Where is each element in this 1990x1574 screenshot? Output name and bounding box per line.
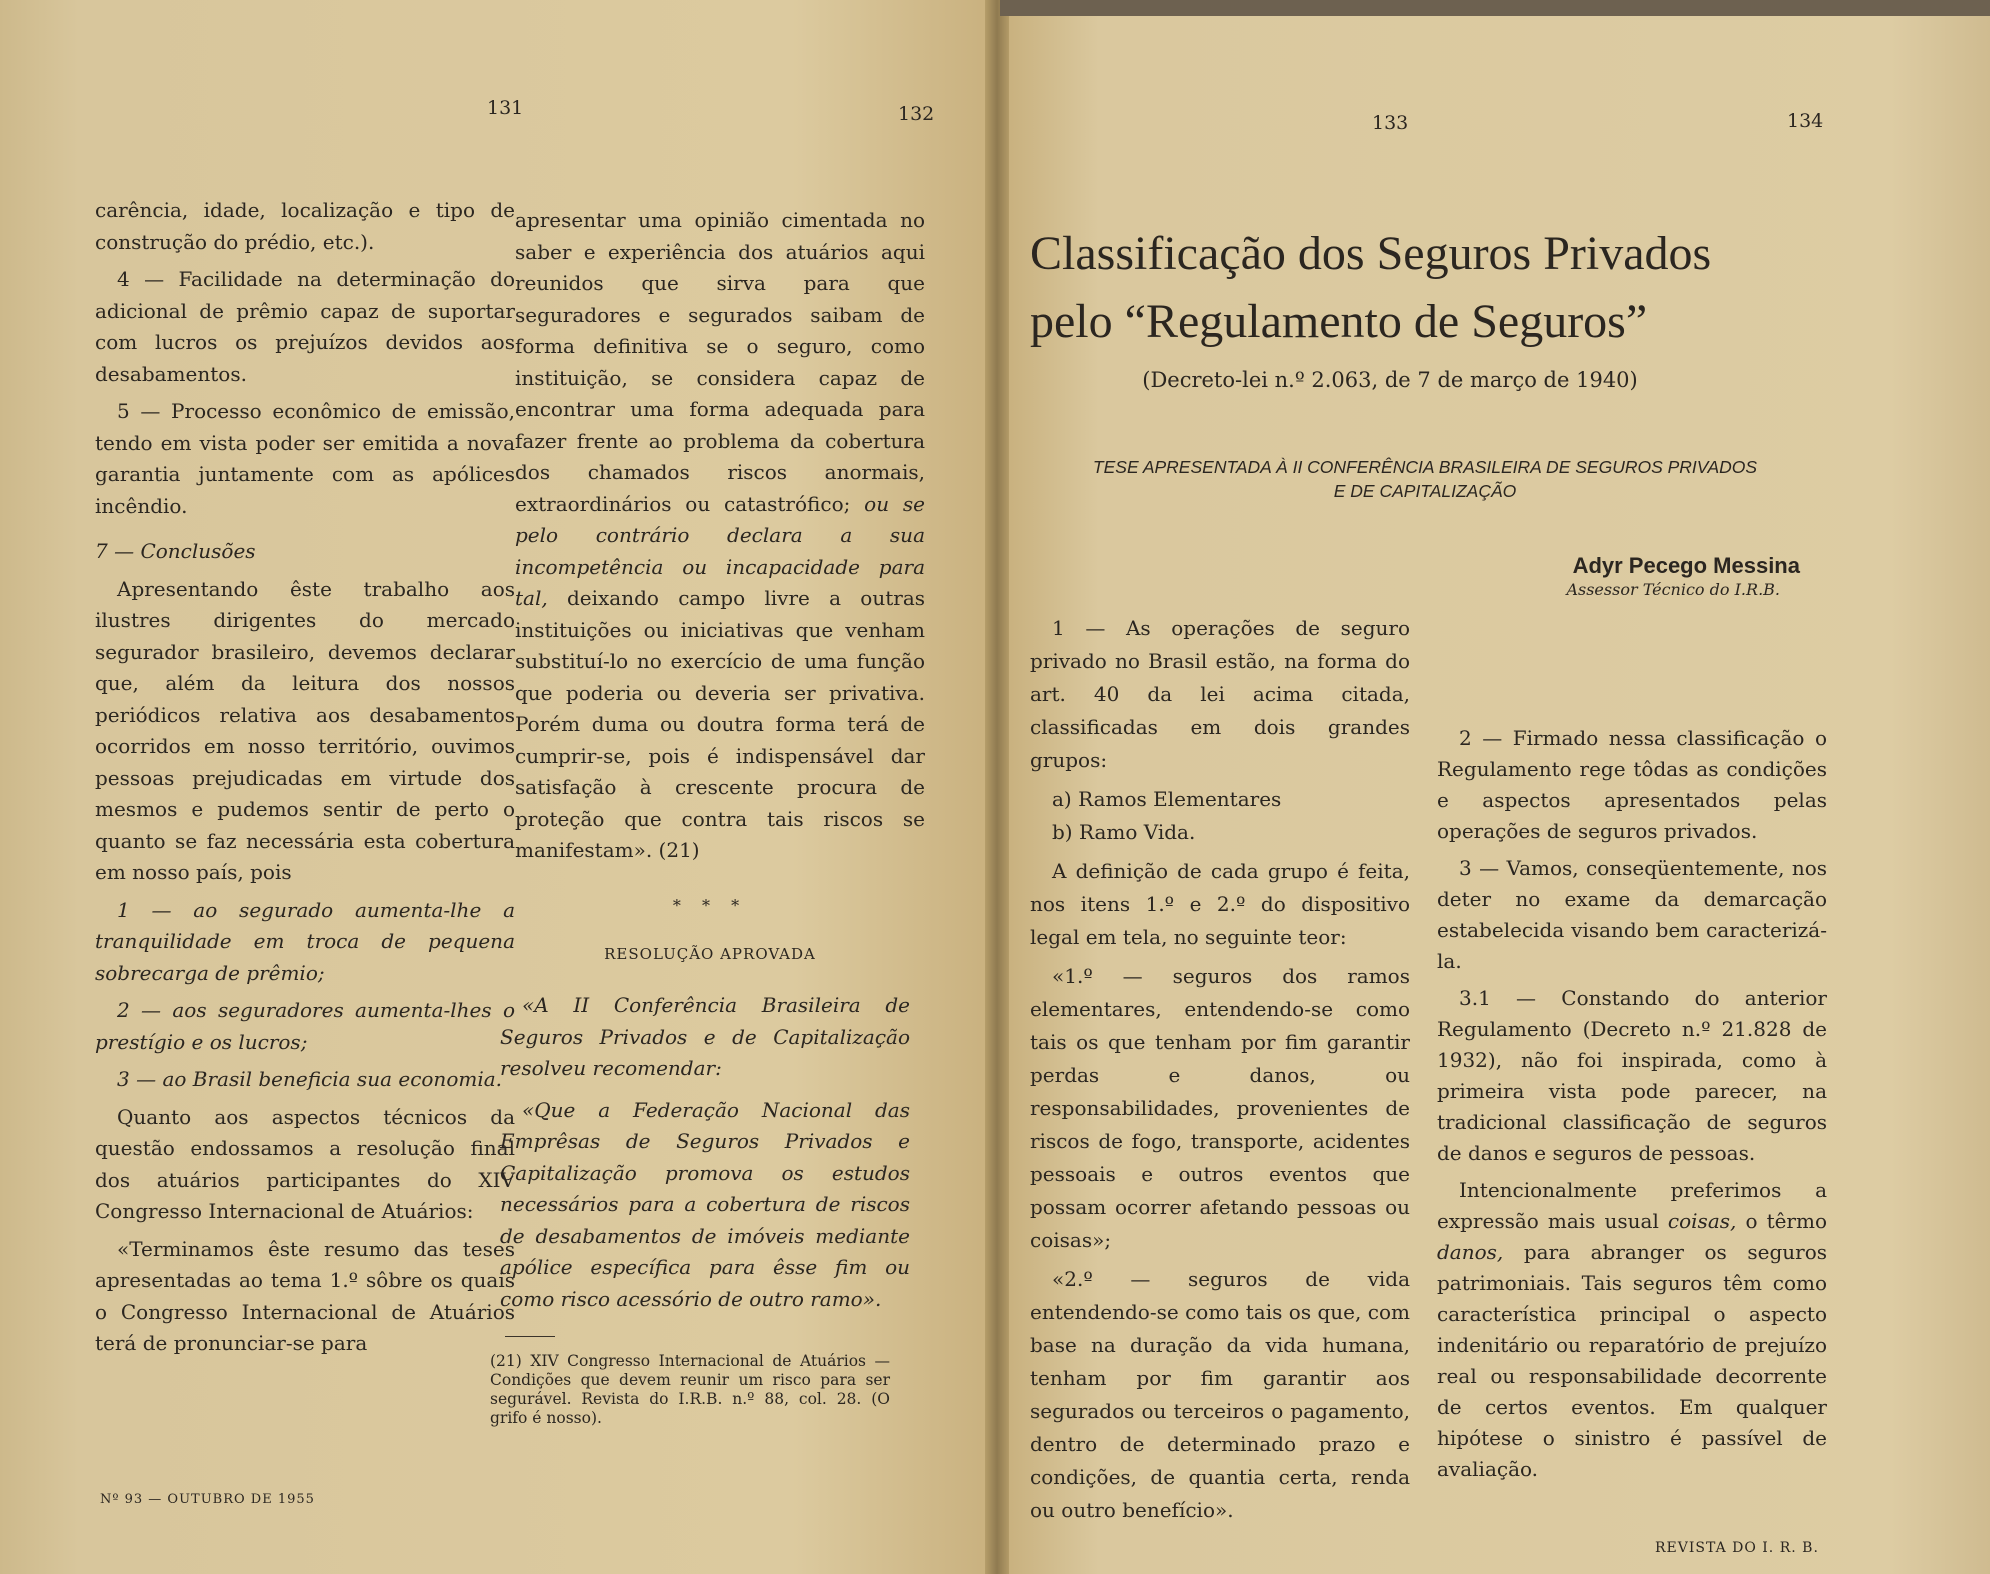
page-number-131: 131 — [487, 97, 524, 119]
column-2 — [515, 205, 925, 873]
col2-paragraph: «Que a Federação Nacional das Emprêsas de Seguros Privados e Capitalização promova os estudos necessários para a cobertura de riscos de desabamentos de imóveis mediante apólice específica para êsse fim ou como risco acessório de outro ramo». — [500, 1097, 910, 1311]
author-name: Adyr Pecego Messina — [1572, 553, 1800, 578]
column-1 — [95, 195, 515, 1366]
page-number-134: 134 — [1787, 110, 1824, 132]
col3-paragraph: A definição de cada grupo é feita, nos itens 1.º e 2.º do dispositivo legal em tela, no seguinte teor: — [1030, 859, 1410, 949]
section-heading-conclusions: 7 — Conclusões — [95, 539, 256, 563]
col4-text: o têrmo — [1745, 1209, 1828, 1233]
col3-list-item: b) Ramo Vida. — [1052, 820, 1196, 844]
resolution-heading: RESOLUÇÃO APROVADA — [604, 945, 816, 963]
col2-italic-text: ou se pelo contrário declara a sua incompetência ou incapacidade para tal, — [515, 491, 925, 610]
top-edge-band — [1000, 0, 1990, 16]
col1-list-item: 2 — aos seguradores aumenta-lhes o prestígio e os lucros; — [95, 998, 515, 1054]
book-gutter — [985, 0, 1009, 1574]
thesis-line: TESE APRESENTADA À II CONFERÊNCIA BRASILEIRA DE SEGUROS PRIVADOS — [1092, 457, 1758, 477]
footnote-rule — [505, 1336, 555, 1337]
col1-paragraph: «Terminamos êste resumo das teses apresentadas ao tema 1.º sôbre os quais o Congresso Internacional de Atuários terá de pronunciar-se para — [95, 1236, 515, 1355]
col1-paragraph: 4 — Facilidade na determinação do adicional de prêmio capaz de suportar com lucros os prejuízos devidos aos desabamentos. — [95, 267, 515, 386]
col4-italic-text: danos, — [1437, 1240, 1504, 1264]
resolution-text — [500, 990, 910, 1321]
col2-paragraph: «A II Conferência Brasileira de Seguros Privados e de Capitalização resolveu recomendar: — [500, 993, 910, 1080]
decree-subtitle: (Decreto-lei n.º 2.063, de 7 de março de 1940) — [1142, 368, 1638, 392]
col2-paragraph — [515, 205, 925, 867]
col2-text: deixando campo livre a outras instituições ou iniciativas que venham substituí-lo no exercício de uma função que poderia ou deveria ser privativa. Porém duma ou doutra forma terá de cumprir-se, pois é indispensável dar satisfação à crescente procura de proteção que contra tais riscos se manifestam». (21) — [515, 586, 926, 862]
col4-paragraph: 3.1 — Constando do anterior Regulamento (Decreto n.º 21.828 de 1932), não foi inspirada, como à primeira vista pode parecer, na tradicional classificação de seguros de danos e seguros de pessoas. — [1437, 986, 1827, 1165]
col1-list-item: 3 — ao Brasil beneficia sua economia. — [117, 1067, 502, 1091]
issue-footer: Nº 93 — OUTUBRO DE 1955 — [100, 1492, 315, 1507]
col3-paragraph: 1 — As operações de seguro privado no Brasil estão, na forma do art. 40 da lei acima citada, classificadas em dois grandes grupos: — [1030, 616, 1410, 772]
col1-paragraph: Quanto aos aspectos técnicos da questão endossamos a resolução final dos atuários participantes do XIV Congresso Internacional de Atuários: — [95, 1104, 515, 1223]
page-number-132: 132 — [898, 103, 935, 125]
article-title-line: Classificação dos Seguros Privados — [1030, 227, 1712, 280]
col2-text: apresentar uma opinião cimentada no saber e experiência dos atuários aqui reunidos que sirva para que seguradores e segurados saibam de forma definitiva se o seguro, como instituição, se considera capaz de encontrar uma forma adequada para fazer frente ao problema da cobertura dos chamados riscos anormais, extraordinários ou catastrófico; — [515, 208, 925, 516]
col1-paragraph: carência, idade, localização e tipo de construção do prédio, etc.). — [95, 198, 515, 254]
col1-paragraph: Apresentando êste trabalho aos ilustres dirigentes do mercado segurador brasileiro, devemos declarar que, além da leitura dos nossos periódicos relativa aos desabamentos ocorridos em nosso território, ouvimos pessoas prejudicadas em virtude dos mesmos e pudemos sentir de perto o quanto se faz necessária esta cobertura em nosso país, pois — [95, 576, 515, 884]
col4-italic-text: coisas, — [1667, 1209, 1737, 1233]
col3-paragraph: «2.º — seguros de vida entendendo-se como tais os que, com base na duração da vida humana, tenham por fim garantir aos segurados ou terceiros o pagamento, dentro de determinado prazo e condições, de quantia certa, renda ou outro benefício». — [1030, 1267, 1410, 1522]
thesis-line: E DE CAPITALIZAÇÃO — [1333, 481, 1517, 501]
col4-paragraph: 3 — Vamos, conseqüentemente, nos deter no exame da demarcação estabelecida visando bem caracterizá-la. — [1437, 856, 1827, 973]
article-title-line: pelo “Regulamento de Seguros” — [1030, 295, 1648, 348]
column-3 — [1030, 612, 1410, 1533]
col1-paragraph: 5 — Processo econômico de emissão, tendo em vista poder ser emitida a nova garantia juntamente com as apólices incêndio. — [95, 399, 515, 518]
author-role: Assessor Técnico do I.R.B. — [1566, 580, 1780, 599]
journal-footer: REVISTA DO I. R. B. — [1655, 1540, 1819, 1556]
footnote-21: (21) XIV Congresso Internacional de Atuários — Condições que devem reunir um risco para ser segurável. Revista do I.R.B. n.º 88, col. 28. (O grifo é nosso). — [490, 1352, 890, 1427]
section-separator-stars: * * * — [672, 896, 748, 915]
col4-text: para abranger os seguros patrimoniais. Tais seguros têm como característica principal o aspecto indenitário ou reparatório de prejuízo real ou responsabilidade decorrente de certos eventos. Em qualquer hipótese o sinistro é passível de avaliação. — [1437, 1240, 1828, 1481]
column-4 — [1437, 723, 1827, 1491]
thesis-subtitle — [1030, 455, 1820, 503]
col3-list-item: a) Ramos Elementares — [1052, 787, 1282, 811]
page-number-133: 133 — [1372, 112, 1409, 134]
col4-paragraph: 2 — Firmado nessa classificação o Regulamento rege tôdas as condições e aspectos apresentados pelas operações de seguros privados. — [1437, 726, 1827, 843]
article-title — [1030, 220, 1710, 356]
col3-paragraph: «1.º — seguros dos ramos elementares, entendendo-se como tais os que tenham por fim garantir perdas e danos, ou responsabilidades, provenientes de riscos de fogo, transporte, acidentes pessoais e outros eventos que possam ocorrer afetando pessoas ou coisas»; — [1030, 964, 1410, 1252]
col4-text: Intencionalmente preferimos a expressão mais usual — [1437, 1178, 1827, 1233]
col4-paragraph — [1437, 1175, 1827, 1485]
col1-list-item: 1 — ao segurado aumenta-lhe a tranquilidade em troca de pequena sobrecarga de prêmio; — [95, 897, 515, 985]
